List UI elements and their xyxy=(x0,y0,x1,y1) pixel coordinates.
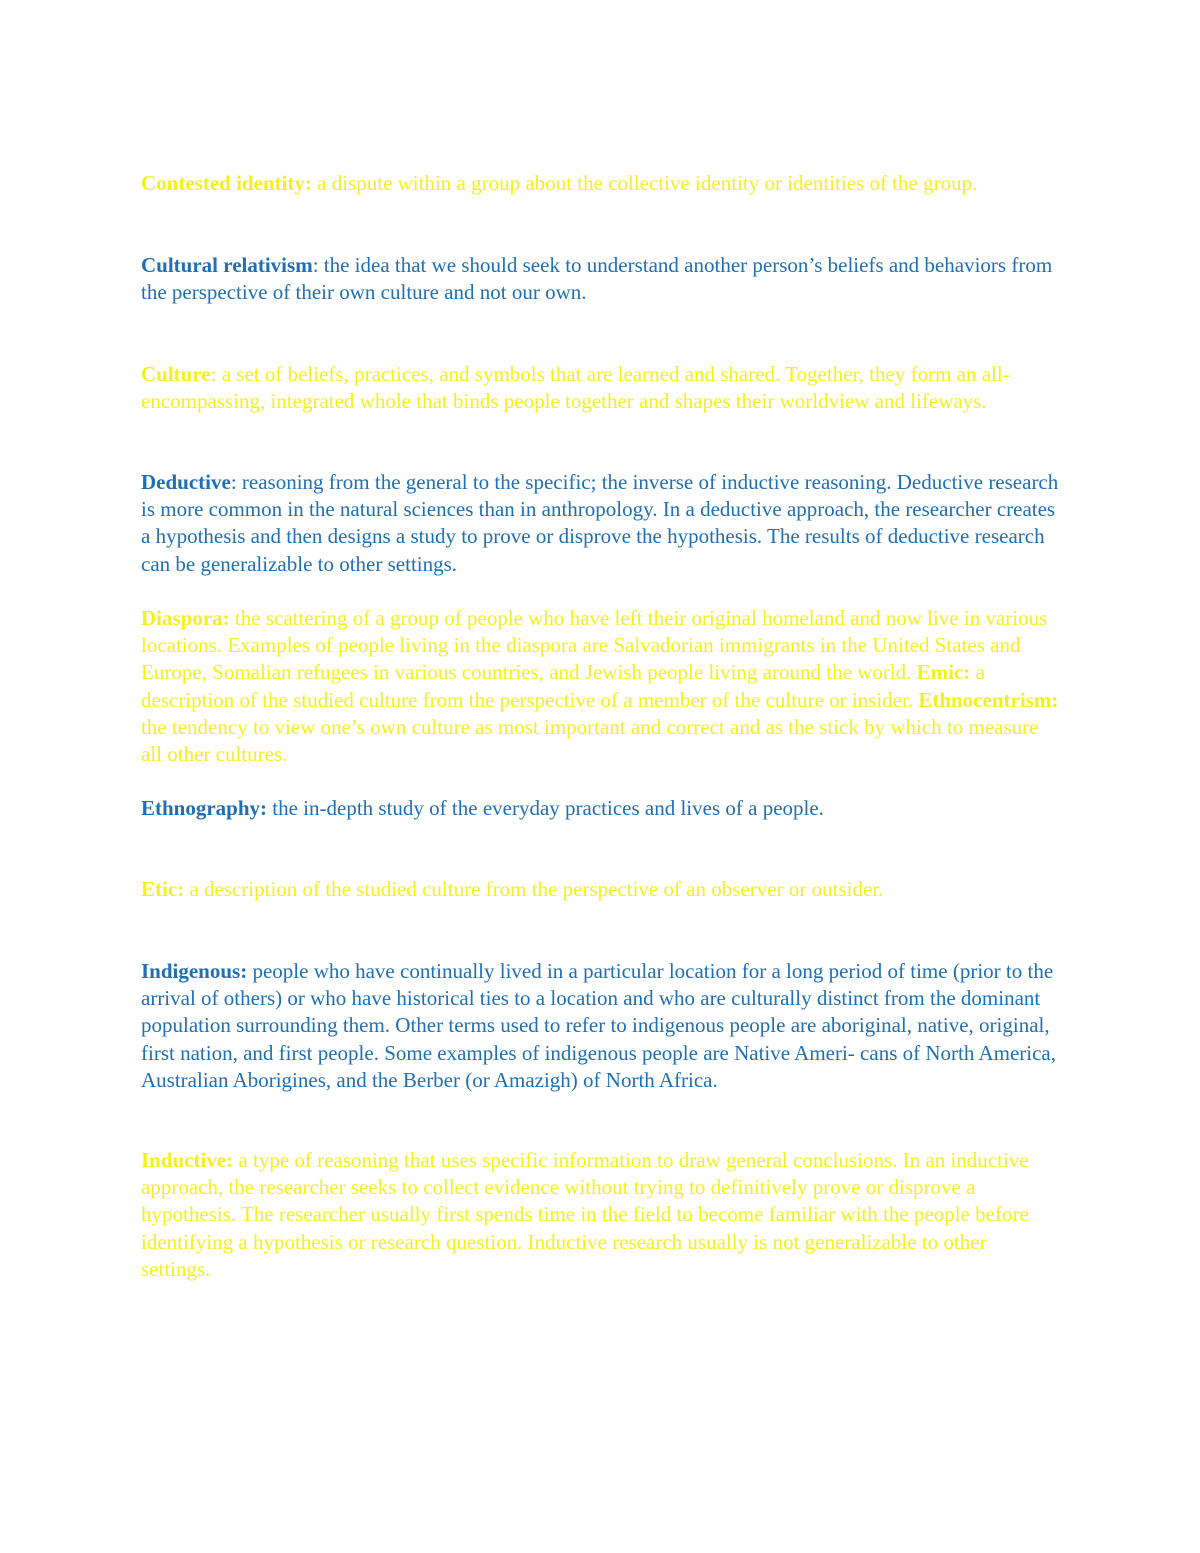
entry-cultural-relativism xyxy=(141,252,1061,306)
entry-contested-identity xyxy=(141,170,1061,197)
term-ethnography: Ethnography: xyxy=(141,796,268,820)
definition-ethnocentrism: the tendency to view one’s own culture as most important and correct and as the stick by which to measure all other cultures. xyxy=(141,714,1039,767)
definition-contested-identity: a dispute within a group about the collective identity or identities of the group. xyxy=(311,171,978,195)
term-culture: Culture xyxy=(141,362,211,386)
term-cultural-relativism: Cultural relativism xyxy=(141,253,313,277)
entry-deductive xyxy=(141,469,1061,578)
term-deductive: Deductive xyxy=(141,470,231,494)
definition-inductive: a type of reasoning that uses specific information to draw general conclusions. In an inductive approach, the researcher seeks to collect evidence without trying to definitively prove or disprove a hypothesis. The researcher usually first spends time in the field to become familiar with the people before identifying a hypothesis or research question. Inductive research usually is not generalizable to other settings. xyxy=(141,1148,1029,1281)
definition-diaspora: the scattering of a group of people who have left their original homeland and now live in various locations. Examples of people living in the diaspora are Salvadorian immigrants in the United States and Europe, Somalian refugees in various countries, and Jewish people living around the world. xyxy=(141,606,1048,685)
term-emic: Emic: xyxy=(916,660,971,685)
term-diaspora: Diaspora: xyxy=(141,606,230,630)
entry-ethnography xyxy=(141,795,1061,822)
entry-indigenous xyxy=(141,958,1061,1094)
definition-ethnography: the in-depth study of the everyday practices and lives of a people. xyxy=(267,796,824,820)
definition-indigenous: people who have continually lived in a particular location for a long period of time (prior to the arrival of others) or who have historical ties to a location and who are culturally distinct from the dominant population surrounding them. Other terms used to refer to indigenous people are aboriginal, native, original, first nation, and first people. Some examples of indigenous people are Native Ameri- cans of North America, Australian Aborigines, and the Berber (or Amazigh) of North Africa. xyxy=(141,959,1056,1092)
term-ethnocentrism: Ethnocentrism: xyxy=(918,687,1059,712)
term-indigenous: Indigenous: xyxy=(141,959,248,983)
entry-etic xyxy=(141,876,1061,903)
entry-inductive xyxy=(141,1147,1061,1283)
definition-etic: a description of the studied culture from the perspective of an observer or outsider. xyxy=(184,877,884,901)
entry-diaspora xyxy=(141,605,1061,768)
term-contested-identity: Contested identity: xyxy=(141,171,312,195)
definition-emic: a description of the studied culture from the perspective of a member of the culture or insider. xyxy=(141,660,985,712)
definition-deductive: : reasoning from the general to the specific; the inverse of inductive reasoning. Deductive research is more common in the natural sciences than in anthropology. In a deductive approach, the researcher creates a hypothesis and then designs a study to prove or disprove the hypothesis. The results of deductive research can be generalizable to other settings. xyxy=(141,470,1059,576)
definition-cultural-relativism: : the idea that we should seek to understand another person’s beliefs and behaviors from the perspective of their own culture and not our own. xyxy=(141,253,1053,305)
term-etic: Etic: xyxy=(141,877,185,901)
entry-culture xyxy=(141,361,1061,415)
term-inductive: Inductive: xyxy=(141,1148,234,1172)
definition-culture: : a set of beliefs, practices, and symbols that are learned and shared. Together, they form an all- encompassing, integrated whole that binds people together and shapes their worldview and lifeways. xyxy=(141,362,1010,414)
